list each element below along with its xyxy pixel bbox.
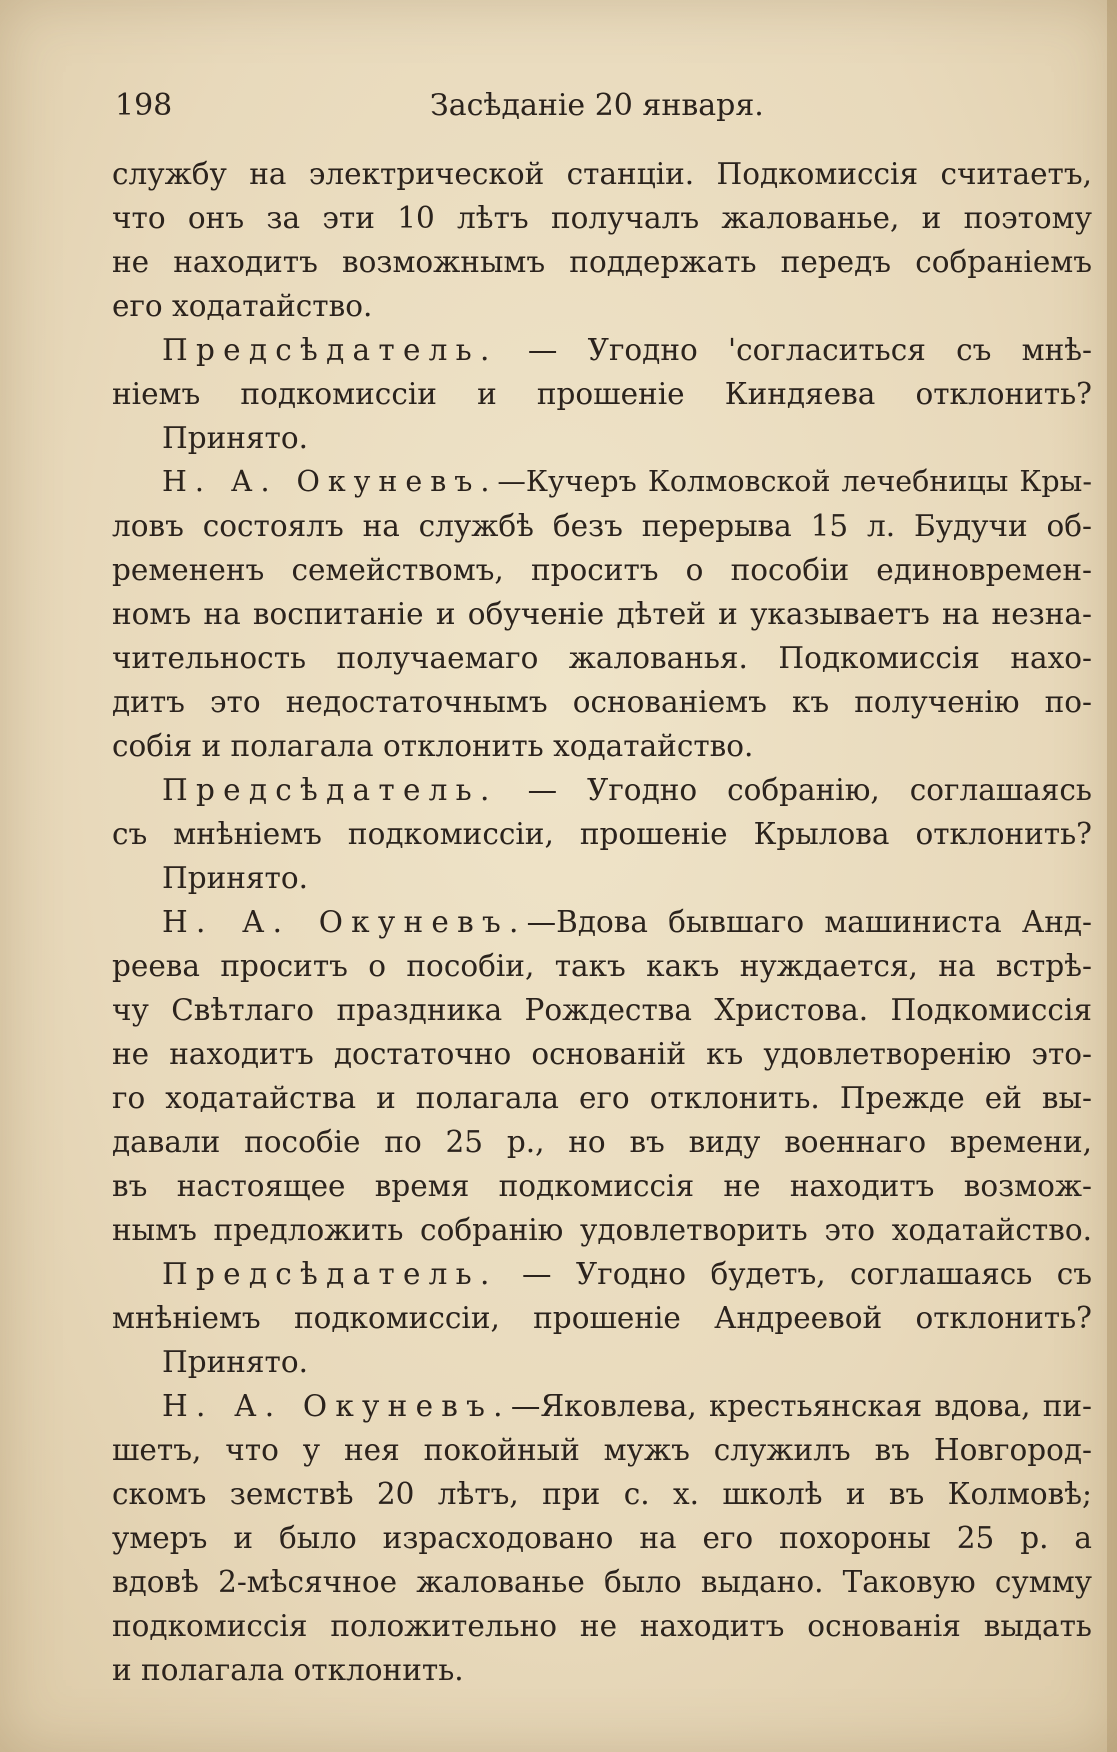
speaker-name: Н. А. Окуневъ. xyxy=(162,465,498,498)
decision-line: Принято. xyxy=(162,421,309,455)
text-line: мнѣніемъ подкомиссіи, прошеніе Андреевой отклонить? xyxy=(112,1301,1092,1335)
text-line: го ходатайства и полагала его отклонить. Прежде ей вы- xyxy=(112,1081,1092,1115)
text-line: службу на электрической станціи. Подкомиссія считаетъ, xyxy=(112,157,1092,191)
text-line: чу Свѣтлаго праздника Рождества Христова. Подкомиссія xyxy=(112,993,1092,1027)
speaker-name: Н. А. Окуневъ. xyxy=(162,1389,511,1423)
text-line: нымъ предложить собранію удовлетворить это ходатайство. xyxy=(112,1213,1092,1247)
text-line: давали пособіе по 25 р., но въ виду военнаго времени, xyxy=(112,1125,1092,1159)
text-line: его ходатайство. xyxy=(112,289,373,323)
running-head xyxy=(115,84,1005,128)
text-line: въ настоящее время подкомиссія не находитъ возмож- xyxy=(112,1169,1092,1203)
text-line: ремененъ семействомъ, проситъ о пособіи единовремен- xyxy=(112,553,1092,587)
text-line: вдовѣ 2-мѣсячное жалованье было выдано. Таковую сумму xyxy=(112,1565,1092,1599)
running-title: Засѣданіе 20 января. xyxy=(430,88,764,123)
speech-line: Предсѣдатель. — Угодно будетъ, соглашаясь съ xyxy=(162,1257,1092,1291)
text-line: и полагала отклонить. xyxy=(112,1653,464,1687)
text-line: не находитъ достаточно основаній къ удовлетворенію это- xyxy=(112,1037,1092,1071)
speaker-name: Предсѣдатель. xyxy=(162,1257,498,1291)
decision-line: Принято. xyxy=(162,861,309,895)
text-line: умеръ и было израсходовано на его похороны 25 р. а xyxy=(112,1521,1092,1555)
text-line: чительность получаемаго жалованья. Подкомиссія нахо- xyxy=(112,641,1092,675)
body-text xyxy=(112,152,1092,1692)
decision-line: Принято. xyxy=(162,1345,309,1379)
text-line: шетъ, что у нея покойный мужъ служилъ въ Новгород- xyxy=(112,1433,1092,1467)
speech-line: Н. А. Окуневъ.—Яковлева, крестьянская вдова, пи- xyxy=(162,1389,1092,1423)
text-line: скомъ земствѣ 20 лѣтъ, при с. х. школѣ и въ Колмовѣ; xyxy=(112,1477,1092,1511)
speech-line: Предсѣдатель. — Угодно 'согласиться съ мнѣ- xyxy=(162,333,1092,367)
page-number: 198 xyxy=(115,88,173,123)
text-line: не находитъ возможнымъ поддержать передъ собраніемъ xyxy=(112,245,1092,279)
text-line: собія и полагала отклонить ходатайство. xyxy=(112,729,754,763)
text-line: подкомиссія положительно не находитъ основанія выдать xyxy=(112,1609,1092,1643)
text-line: ніемъ подкомиссіи и прошеніе Киндяева отклонить? xyxy=(112,377,1092,411)
text-line: что онъ за эти 10 лѣтъ получалъ жалованье, и поэтому xyxy=(112,201,1092,235)
text-line: съ мнѣніемъ подкомиссіи, прошеніе Крылова отклонить? xyxy=(112,817,1092,851)
text-line: номъ на воспитаніе и обученіе дѣтей и указываетъ на незна- xyxy=(112,597,1092,631)
text-line: ловъ состоялъ на службѣ безъ перерыва 15 л. Будучи об- xyxy=(112,509,1092,543)
speech-line: Предсѣдатель. — Угодно собранію, соглашаясь xyxy=(162,773,1092,807)
speaker-name: Н. А. Окуневъ. xyxy=(162,905,527,939)
speech-line: Н. А. Окуневъ.—Кучеръ Колмовской лечебницы Кры- xyxy=(162,465,1092,498)
speaker-name: Предсѣдатель. xyxy=(162,333,498,367)
page-edge xyxy=(1107,0,1117,1752)
text-line: дитъ это недостаточнымъ основаніемъ къ полученію по- xyxy=(112,685,1092,719)
speech-line: Н. А. Окуневъ.—Вдова бывшаго машиниста Анд- xyxy=(162,905,1092,939)
text-line: реева проситъ о пособіи, такъ какъ нуждается, на встрѣ- xyxy=(112,949,1092,983)
speaker-name: Предсѣдатель. xyxy=(162,773,498,807)
